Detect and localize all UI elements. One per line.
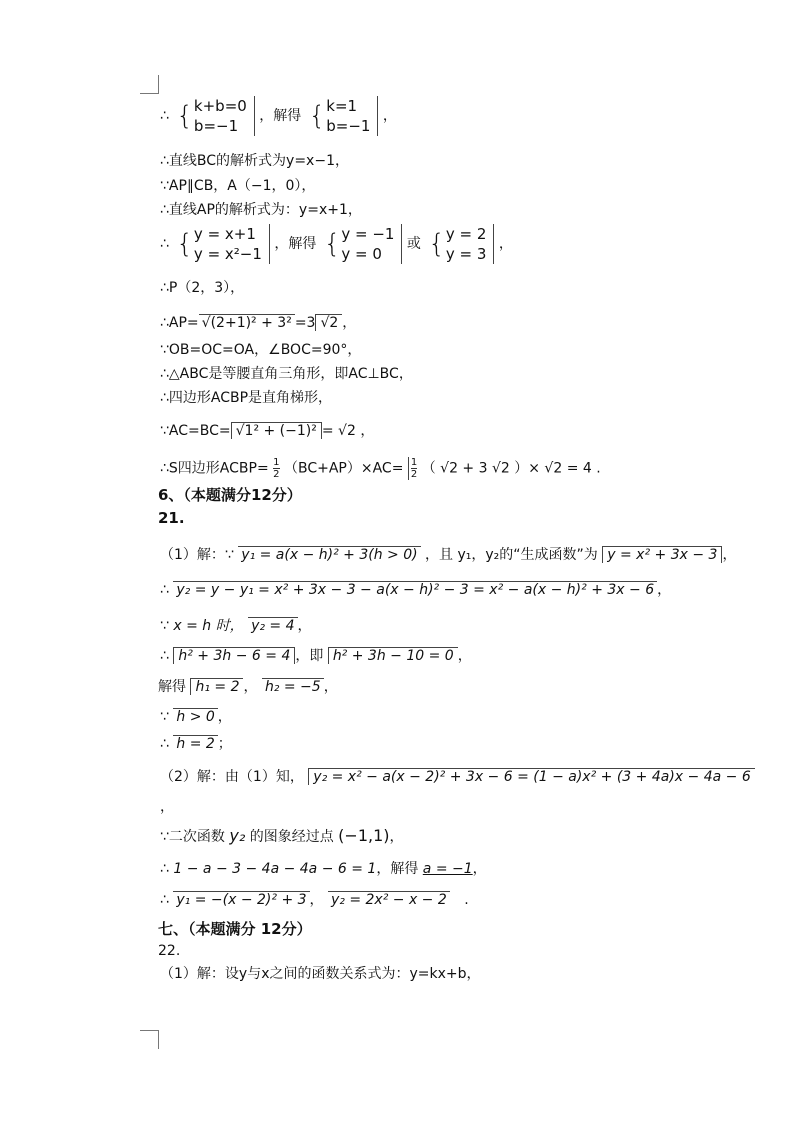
math-expression: y₁ = −(x − 2)² + 3	[173, 891, 309, 908]
page-corner-mark-bottom	[140, 1030, 159, 1049]
fraction-half	[273, 457, 279, 480]
numerator: 1	[273, 457, 280, 468]
equation-system-1: { k+b=0 b=−1	[173, 96, 254, 136]
section-heading: 6、（本题满分12分）	[158, 486, 302, 504]
text-line: ∵OB=OC=OA，∠BOC=90°，	[160, 342, 362, 358]
formula-line	[160, 312, 356, 332]
text-line: ∵AP∥CB，A（−1，0），	[160, 178, 316, 194]
text-segment: =3	[294, 315, 316, 331]
formula-line	[160, 579, 671, 599]
system-row: k=1	[326, 97, 358, 115]
formula-line	[158, 676, 338, 696]
math-expression: h₂ = −5	[262, 678, 324, 695]
text-segment: （BC+AP）×AC=	[283, 460, 404, 477]
text-segment: ∵	[160, 709, 169, 725]
math-expression: y₁ = a(x − h)² + 3(h > 0)	[238, 546, 420, 563]
text-segment: 或	[406, 236, 421, 252]
system-row: y = 0	[341, 245, 382, 263]
formula-line	[160, 826, 404, 846]
text-segment: ∴S四边形ACBP=	[160, 460, 269, 477]
equation-system-3: { y = 2 y = 3	[425, 224, 494, 264]
text-segment: ，即	[295, 648, 324, 664]
text-segment: 的图象经过点	[249, 829, 334, 845]
text-segment: ∴	[160, 582, 169, 598]
text-segment: ，	[472, 861, 487, 877]
text-segment: ，解得	[274, 236, 317, 252]
system-row: y = 3	[445, 245, 487, 263]
math-expression: (−1,1)	[338, 826, 390, 845]
question-number: 22.	[158, 943, 181, 959]
text-segment: ，	[389, 829, 404, 845]
text-segment: ，	[722, 547, 737, 563]
text-segment: ；	[217, 736, 232, 752]
text-segment: .	[464, 892, 469, 908]
text-segment: ，	[457, 648, 472, 664]
system-row: b=−1	[326, 117, 371, 135]
math-expression: y₂ = y − y₁ = x² + 3x − 3 − a(x − h)² − 3 = x² − a(x − h)² + 3x − 6	[173, 581, 657, 598]
math-expression: h² + 3h − 10 = 0	[328, 647, 458, 664]
math-expression: h > 0	[173, 708, 217, 725]
therefore-symbol: ∴	[160, 108, 169, 124]
math-expression: y₂ = 2x² − x − 2	[328, 891, 450, 908]
text-segment: ∴	[160, 736, 169, 752]
math-expression: y₂ = x² − a(x − 2)² + 3x − 6 = (1 − a)x² + (3 + 4a)x − 4a − 6	[308, 768, 754, 785]
formula-line	[160, 645, 472, 665]
text-segment: ，解得	[376, 861, 419, 877]
radical-expression: √2	[315, 314, 342, 331]
math-expression: y₂	[229, 826, 246, 845]
text-segment: ，	[309, 892, 324, 908]
text-segment: ，	[297, 618, 312, 634]
text-segment: ，	[323, 679, 338, 695]
math-expression: y = x² + 3x − 3	[602, 546, 722, 563]
text-segment: ∴	[160, 861, 169, 877]
page-corner-mark-top	[140, 75, 159, 94]
numerator: 1	[410, 457, 418, 468]
text-segment: ，解得	[259, 108, 302, 124]
text-segment: （ √2 + 3 √2 ）× √2 = 4 .	[421, 460, 601, 477]
text-line: ，	[160, 799, 174, 815]
equation-system-1: { y = x+1 y = x²−1	[173, 224, 270, 264]
text-segment: ∴	[160, 648, 169, 664]
formula-line	[160, 733, 232, 753]
equation-system-2: { y = −1 y = 0	[321, 224, 403, 264]
text-segment: ∵二次函数	[160, 829, 225, 845]
formula-line	[160, 544, 736, 564]
text-segment: （1）解：∵	[160, 547, 234, 563]
text-segment: ，	[243, 679, 258, 695]
system-row: k+b=0	[193, 97, 247, 115]
text-segment: （2）解：由（1）知，	[160, 769, 304, 785]
math-expression: h₁ = 2	[190, 678, 243, 695]
system-row: y = −1	[341, 225, 395, 243]
math-expression: 1 − a − 3 − 4a − 4a − 6 = 1	[173, 861, 377, 877]
equation-system-2: { k=1 b=−1	[306, 96, 379, 136]
text-segment: ，	[217, 709, 232, 725]
math-expression: h = 2	[173, 735, 217, 752]
text-segment: ∴AP=	[160, 315, 199, 331]
formula-line	[160, 858, 487, 878]
question-number: 21.	[158, 509, 185, 527]
system-row: b=−1	[193, 117, 239, 135]
system-row: y = x²−1	[193, 245, 262, 263]
formula-line	[160, 420, 374, 440]
text-line: ∴直线BC的解析式为y=x−1，	[160, 153, 349, 169]
text-segment: ，	[382, 108, 397, 124]
text-segment: ，	[342, 315, 357, 331]
text-segment: ∴	[160, 892, 169, 908]
text-segment: ∵AC=BC=	[160, 423, 231, 439]
area-formula-line	[160, 457, 601, 480]
text-segment: 解得	[158, 679, 186, 695]
denominator: 2	[410, 469, 418, 480]
math-expression: h² + 3h − 6 = 4	[173, 647, 295, 664]
radical-expression: √(2+1)² + 3²	[199, 314, 295, 331]
formula-line	[160, 706, 232, 726]
system-row: y = 2	[445, 225, 487, 243]
solve-system-line	[160, 224, 513, 264]
text-segment: ∵ x = h 时，	[160, 618, 244, 634]
formula-line	[160, 889, 469, 909]
text-line: ∴△ABC是等腰直角三角形，即AC⊥BC，	[160, 366, 413, 382]
system-row: y = x+1	[193, 225, 256, 243]
denominator: 2	[273, 469, 280, 480]
text-line: （1）解：设y与x之间的函数关系式为：y=kx+b，	[160, 966, 481, 982]
text-segment: = √2 ，	[321, 423, 375, 439]
solve-system-line	[160, 96, 397, 136]
text-line: ∴四边形ACBP是直角梯形，	[160, 390, 333, 406]
fraction-half	[408, 457, 417, 480]
formula-line	[160, 766, 755, 786]
text-segment: ，且 y₁，y₂的“生成函数”为	[425, 547, 598, 563]
text-line: ∴直线AP的解析式为：y=x+1，	[160, 202, 362, 218]
math-expression: y₂ = 4	[248, 617, 297, 634]
therefore-symbol: ∴	[160, 236, 169, 252]
text-segment: ，	[498, 236, 513, 252]
math-expression: a = −1	[422, 861, 473, 877]
text-line: ∴P（2，3），	[160, 280, 245, 296]
text-segment: ，	[657, 582, 672, 598]
radical-expression: √1² + (−1)²	[231, 422, 322, 439]
formula-line	[160, 615, 312, 635]
section-heading: 七、（本题满分 12分）	[158, 920, 312, 938]
